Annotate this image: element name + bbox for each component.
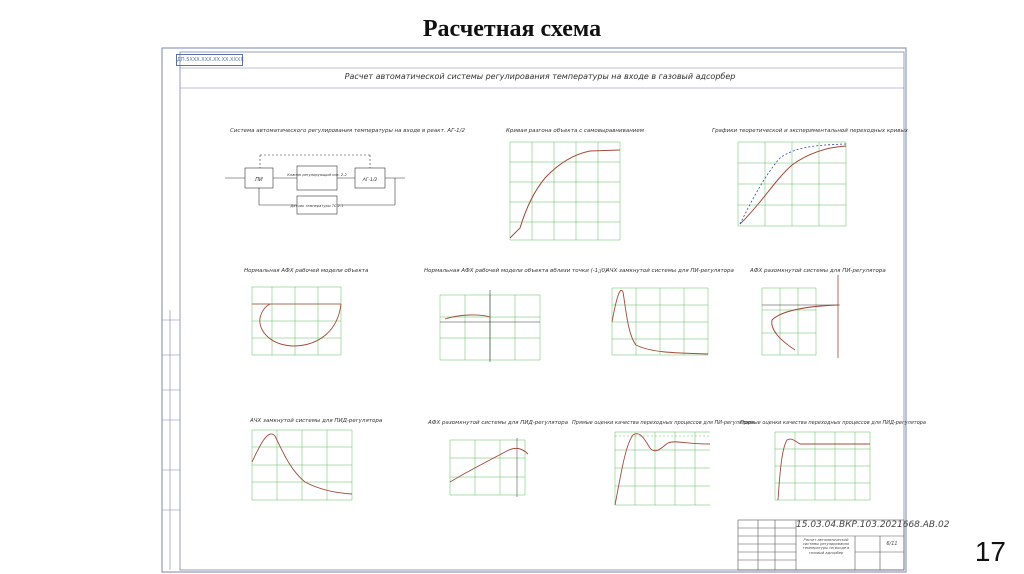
slide-title: Расчетная схема — [422, 16, 602, 42]
header-code-box: ДП.5XXX.XXX.XX.XX.XXXX — [176, 54, 243, 66]
theory-experiment-chart — [738, 142, 846, 226]
pi-open-afh-chart — [762, 275, 840, 358]
panel-title-pi-closed-ach: АЧХ замкнутой системы для ПИ-регулятора — [606, 268, 734, 274]
stamp-sheet-number: 6/11 — [886, 541, 898, 547]
pi-closed-ach-chart — [612, 288, 708, 355]
nyquist-model-chart — [252, 287, 341, 355]
document-code: 15.03.04.ВКР.103.2021668.АВ.02 — [796, 520, 950, 530]
valve-label: Клапан регулирующий поз. 2-2 — [287, 173, 347, 177]
pid-quality-curve — [778, 439, 870, 500]
pid-open-afh-chart — [450, 438, 528, 497]
panel-title-nyquist-model: Нормальная АФХ рабочей модели объекта — [244, 268, 369, 274]
panel-title-pid-closed-ach: АЧХ замкнутой системы для ПИД-регулятора — [250, 418, 383, 424]
step-grid — [510, 142, 620, 240]
theory-curve — [740, 146, 846, 224]
drawing-banner: Расчет автоматической системы регулирования температуры на входе в газовый адсорбер — [344, 72, 736, 81]
step-curve — [510, 150, 620, 238]
te-grid — [738, 142, 846, 226]
pid-quality-chart — [775, 432, 870, 500]
afh-point-chart — [440, 290, 540, 362]
panel-title-step-response: Кривая разгона объекта с самовыравниванием — [506, 128, 644, 134]
panel-title-pid-quality: Прямые оценки качества переходных процессов для ПИД-регулятора — [740, 420, 926, 426]
page-number: 17 — [974, 536, 1006, 567]
valve-block — [297, 166, 337, 190]
pi-quality-chart — [615, 432, 710, 505]
panel-title-pi-quality: Прямые оценки качества переходных процессов для ПИ-регулятора — [572, 420, 755, 426]
panel-title-pi-open-afh: АФХ разомкнутой системы для ПИ-регулятора — [750, 268, 886, 274]
stamp-description: Расчет автоматической системы регулирования температуры на входе в газовый адсорбер — [802, 538, 850, 555]
step-response-chart — [510, 142, 620, 240]
sensor-label: Датчик температуры ТС 2-1 — [290, 204, 344, 208]
pi-quality-curve — [615, 434, 710, 505]
panel-title-afh-point: Нормальная АФХ рабочей модели объекта вблизи точки (-1;j0) — [424, 268, 608, 274]
pi-afh-curve — [772, 305, 838, 350]
panel-title-block-diagram: Система автоматического регулирования температуры на входе в реакт. АГ-1/2 — [230, 128, 465, 134]
pid-closed-ach-chart — [252, 430, 352, 500]
panel-title-pid-open-afh: АФХ разомкнутой системы для ПИД-регулятора — [428, 420, 569, 426]
controller-label: ПИ — [255, 177, 263, 183]
object-label: АГ-1/2 — [362, 178, 378, 183]
left-strip-cells — [162, 320, 180, 510]
panel-title-theory-experiment: Графики теоретической и экспериментальной переходных кривых — [712, 128, 909, 134]
